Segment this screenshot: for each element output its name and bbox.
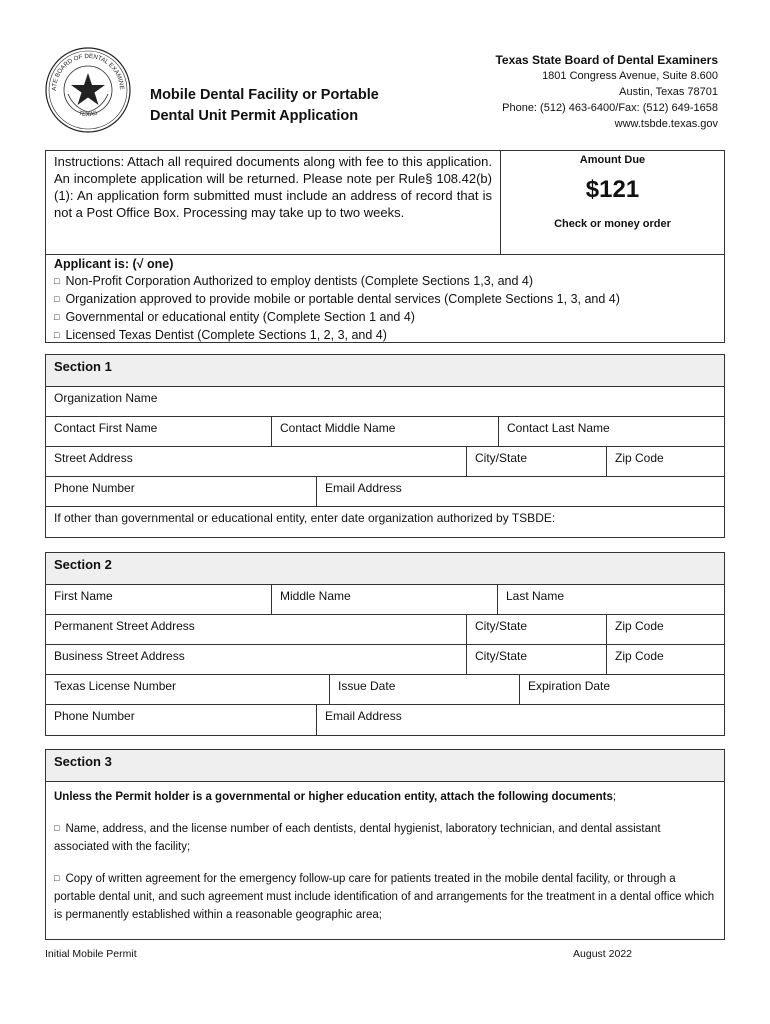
section-1-row-organization xyxy=(46,387,724,417)
section-1-heading: Section 1 xyxy=(46,355,724,387)
street-address-field[interactable]: Street Address xyxy=(54,451,133,465)
applicant-option-label: Non-Profit Corporation Authorized to employ dentists (Complete Sections 1,3, and 4) xyxy=(65,274,534,288)
authorization-date-field[interactable]: If other than governmental or educational entity, enter date organization authorized by TSBDE: xyxy=(54,511,556,525)
agency-name: Texas State Board of Dental Examiners xyxy=(495,53,718,67)
applicant-option-label: Organization approved to provide mobile or portable dental services (Complete Sections 1, 3, and 4) xyxy=(65,292,620,306)
section-2-row-phone xyxy=(46,705,724,735)
checkbox-icon[interactable]: □ xyxy=(54,330,60,340)
footer-form-name: Initial Mobile Permit xyxy=(45,948,137,960)
section-3-intro-suffix: ; xyxy=(612,791,617,803)
form-title-line2: Dental Unit Permit Application xyxy=(150,108,359,124)
section-3-item-staff-list xyxy=(54,820,716,856)
footer-revision-date: August 2022 xyxy=(573,948,632,960)
business-zip-code-field[interactable]: Zip Code xyxy=(606,645,724,674)
city-state-field[interactable]: City/State xyxy=(466,447,606,476)
section-2-row-business-address xyxy=(46,645,724,675)
zip-code-field[interactable]: Zip Code xyxy=(606,447,724,476)
applicant-option-governmental[interactable] xyxy=(54,309,716,327)
section-3 xyxy=(45,749,725,940)
issue-date-field[interactable]: Issue Date xyxy=(329,675,519,704)
email-address-field[interactable]: Email Address xyxy=(316,477,724,506)
section-1-row-address xyxy=(46,447,724,477)
middle-name-field[interactable]: Middle Name xyxy=(271,585,497,614)
permanent-street-address-field[interactable]: Permanent Street Address xyxy=(54,619,195,633)
contact-middle-name-field[interactable]: Contact Middle Name xyxy=(271,417,498,446)
section-2-phone-number-field[interactable]: Phone Number xyxy=(54,709,135,723)
first-name-field[interactable]: First Name xyxy=(54,589,113,603)
section-1 xyxy=(45,354,725,538)
applicant-option-dentist[interactable] xyxy=(54,327,716,345)
applicant-option-organization[interactable] xyxy=(54,291,716,309)
contact-first-name-field[interactable]: Contact First Name xyxy=(54,421,158,435)
section-3-intro xyxy=(54,788,716,806)
amount-due-label: Amount Due xyxy=(579,154,646,166)
business-city-state-field[interactable]: City/State xyxy=(466,645,606,674)
section-1-row-authorization xyxy=(46,507,724,537)
section-2-row-name xyxy=(46,585,724,615)
permanent-city-state-field[interactable]: City/State xyxy=(466,615,606,644)
agency-address-line1: 1801 Congress Avenue, Suite 8.600 xyxy=(542,70,718,82)
form-title xyxy=(150,85,379,127)
section-2-row-license xyxy=(46,675,724,705)
organization-name-field[interactable]: Organization Name xyxy=(54,391,158,405)
section-2-row-permanent-address xyxy=(46,615,724,645)
section-1-row-contact xyxy=(46,417,724,447)
applicant-option-label: Licensed Texas Dentist (Complete Sections 1, 2, 3, and 4) xyxy=(65,328,387,342)
checkbox-icon[interactable]: □ xyxy=(54,873,60,883)
checkbox-icon[interactable]: □ xyxy=(54,312,60,322)
state-seal-icon xyxy=(44,46,132,134)
instructions-box: Instructions: Attach all required documents along with fee to this application. An incomplete application will be returned. Please note per Rule§ 108.42(b)(1): An application form submitted must include an address of record that is not a Post Office Box. Processing may take up to two weeks. xyxy=(45,150,501,255)
checkbox-icon[interactable]: □ xyxy=(54,294,60,304)
applicant-option-label: Governmental or educational entity (Complete Section 1 and 4) xyxy=(65,310,415,324)
section-3-item-text: Copy of written agreement for the emergency follow-up care for patients treated in the mobile dental facility, or through a portable dental unit, and such agreement must include identification of and arrangements for the treatment in a dental office which is permanently established within a reasonable geographic area; xyxy=(54,873,715,921)
agency-phone-fax: Phone: (512) 463-6400/Fax: (512) 649-1658 xyxy=(502,102,718,114)
last-name-field[interactable]: Last Name xyxy=(497,585,724,614)
checkbox-icon[interactable]: □ xyxy=(54,276,60,286)
amount-due-box xyxy=(500,150,725,255)
section-1-row-phone xyxy=(46,477,724,507)
section-3-item-text: Name, address, and the license number of each dentists, dental hygienist, laboratory technician, and dental assistant associated with the facility; xyxy=(54,823,661,853)
applicant-option-nonprofit[interactable] xyxy=(54,273,716,291)
section-3-body xyxy=(46,782,724,946)
section-3-item-emergency-agreement xyxy=(54,870,716,924)
applicant-type-box xyxy=(45,254,725,343)
contact-last-name-field[interactable]: Contact Last Name xyxy=(498,417,724,446)
agency-website: www.tsbde.texas.gov xyxy=(614,118,718,130)
form-title-line1: Mobile Dental Facility or Portable xyxy=(150,87,379,103)
texas-license-number-field[interactable]: Texas License Number xyxy=(54,679,177,693)
section-3-intro-text: Unless the Permit holder is a governmental or higher education entity, attach the following documents xyxy=(54,791,613,803)
expiration-date-field[interactable]: Expiration Date xyxy=(519,675,724,704)
section-2-email-address-field[interactable]: Email Address xyxy=(316,705,724,735)
agency-contact-block xyxy=(495,52,718,132)
checkbox-icon[interactable]: □ xyxy=(54,823,60,833)
applicant-type-heading: Applicant is: (√ one) xyxy=(54,257,174,271)
permanent-zip-code-field[interactable]: Zip Code xyxy=(606,615,724,644)
section-2-heading: Section 2 xyxy=(46,553,724,585)
business-street-address-field[interactable]: Business Street Address xyxy=(54,649,185,663)
svg-text:STATE BOARD OF DENTAL EXAMINER: ATE BOARD OF DENTAL EXAMINE xyxy=(50,52,126,91)
section-2 xyxy=(45,552,725,736)
payment-method-note: Check or money order xyxy=(554,218,671,230)
amount-due-value: $121 xyxy=(585,176,640,203)
phone-number-field[interactable]: Phone Number xyxy=(54,481,135,495)
section-3-heading: Section 3 xyxy=(46,750,724,782)
agency-address-line2: Austin, Texas 78701 xyxy=(619,86,718,98)
svg-text:TEXAS: TEXAS xyxy=(77,110,99,119)
